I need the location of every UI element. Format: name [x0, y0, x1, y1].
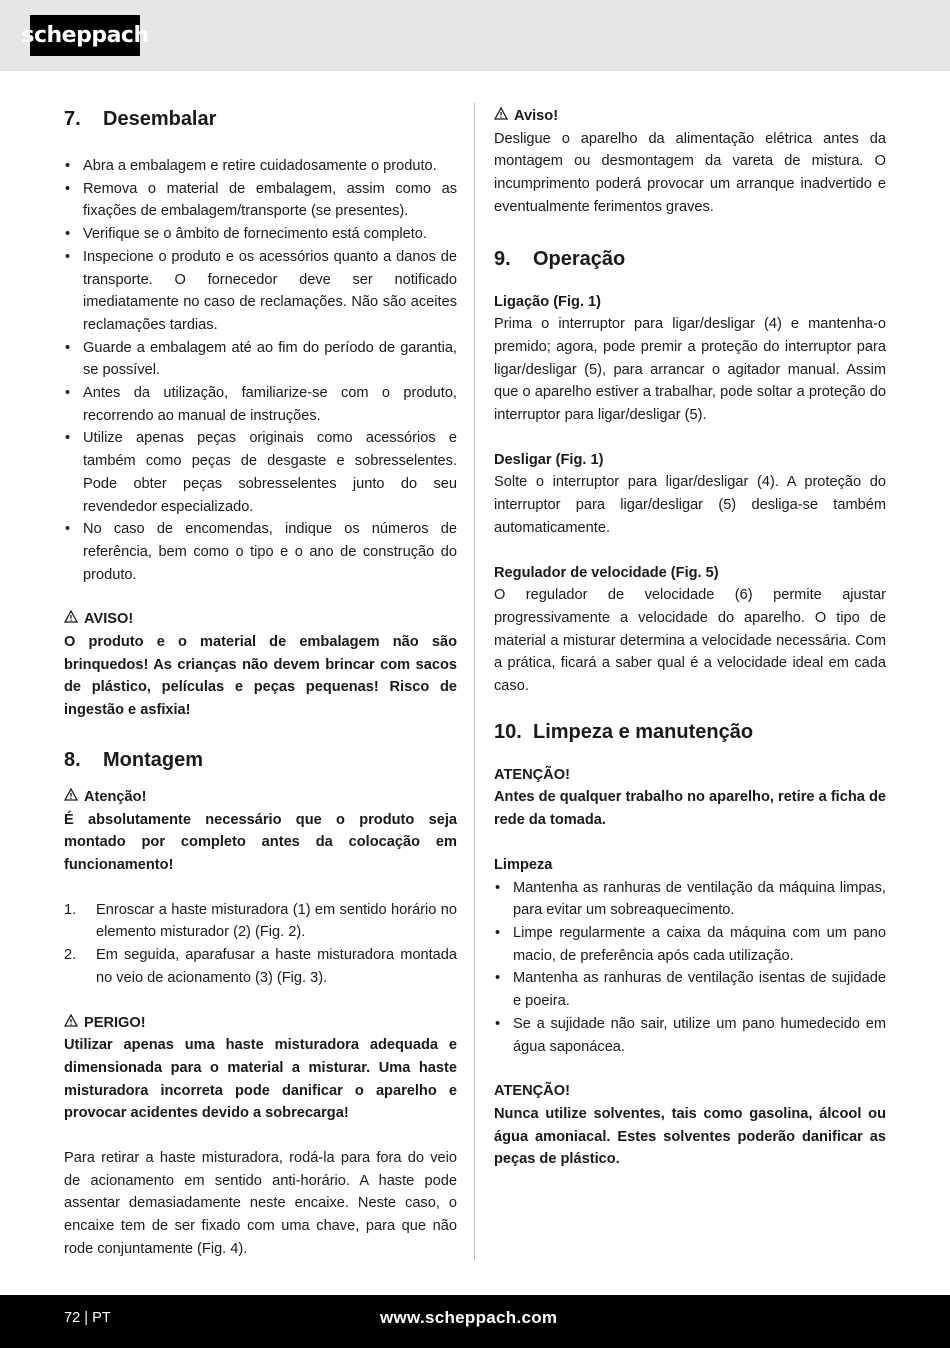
list-item: • Mantenha as ranhuras de ventilação isentas de sujidade e poeira.: [494, 967, 886, 1012]
list-item: • Guarde a embalagem até ao fim do período de garantia, se possível.: [64, 337, 457, 382]
speed-control-heading: Regulador de velocidade (Fig. 5): [494, 564, 719, 581]
list-item: • Antes da utilização, familiarize-se com o produto, recorrendo ao manual de instruções.: [64, 382, 457, 427]
list-item: • Mantenha as ranhuras de ventilação da máquina limpas, para evitar um sobreaquecimento.: [494, 877, 886, 922]
list-item: • No caso de encomendas, indique os números de referência, bem como o tipo e o ano de construção do produto.: [64, 518, 457, 586]
website-link[interactable]: www.scheppach.com: [380, 1308, 558, 1327]
attention-heading-2: ATENÇÃO!: [494, 1083, 570, 1100]
attention-heading: ATENÇÃO!: [494, 766, 570, 783]
warning-triangle-icon: [64, 608, 80, 631]
danger-warning: PERIGO! Utilizar apenas uma haste misturadora adequada e dimensionada para o material a misturar. Uma haste misturadora incorreta pode danificar o aparelho e provocar acidentes devido a sobrecarga!: [64, 1012, 457, 1126]
cleaning-heading: Limpeza: [494, 856, 553, 873]
page-number: 72 | PT: [64, 1310, 111, 1326]
footer-band: [0, 1295, 950, 1348]
assembly-steps: [64, 899, 457, 990]
speed-control-text: O regulador de velocidade (6) permite ajustar progressivamente a velocidade do aparelho. O tipo de material a misturar determina a velocidade necessária. Com a prática, ficará a saber qual é a velocidade ideal em cada caso.: [494, 587, 886, 695]
list-item: • Remova o material de embalagem, assim como as fixações de embalagem/transporte (se presentes).: [64, 178, 457, 223]
list-item: • Abra a embalagem e retire cuidadosamente o produto.: [64, 155, 457, 178]
warning-triangle-icon: [494, 105, 510, 128]
cleaning-list: [494, 877, 886, 1059]
switch-on-heading: Ligação (Fig. 1): [494, 293, 602, 310]
warning-triangle-icon: [64, 1012, 80, 1035]
caution-text: É absolutamente necessário que o produto seja montado por completo antes da colocação em funcionamento!: [64, 811, 457, 873]
section-7-heading: 7. Desembalar: [64, 108, 217, 130]
switch-off-heading: Desligar (Fig. 1): [494, 451, 604, 468]
right-column: [494, 105, 886, 1171]
switch-off-text: Solte o interruptor para ligar/desligar (4). A proteção do interruptor para ligar/desligar (5) desliga-se também automaticamente.: [494, 474, 886, 536]
section-10-heading: 10. Limpeza e manutenção: [494, 720, 754, 743]
header-band: [0, 0, 950, 71]
list-item: 2. Em seguida, aparafusar a haste misturadora montada no veio de acionamento (3) (Fig. 3).: [64, 947, 457, 986]
section-8-heading: 8. Montagem: [64, 748, 203, 771]
unpacking-list: [64, 155, 457, 586]
warning-triangle-icon: [64, 786, 80, 809]
packaging-warning: AVISO! O produto e o material de embalagem não são brinquedos! As crianças não devem brincar com sacos de plástico, películas e peças pequenas! Risco de ingestão e asfixia!: [64, 608, 457, 722]
attention-text-2: Nunca utilize solventes, tais como gasolina, álcool ou água amoniacal. Estes solventes poderão danificar as peças de plástico.: [494, 1105, 886, 1168]
scheppach-logo: scheppach: [30, 15, 140, 56]
left-column: [64, 105, 457, 1261]
list-item: • Inspecione o produto e os acessórios quanto a danos de transporte. O fornecedor deve ser notificado imediatamente no caso de reclamações. Não são aceites reclamações tardias.: [64, 246, 457, 337]
section-9-heading: 9. Operação: [494, 247, 626, 270]
danger-text: Utilizar apenas uma haste misturadora adequada e dimensionada para o material a misturar. Uma haste misturadora incorreta pode danificar o aparelho e provocar acidentes devido a sobrecarga!: [64, 1037, 457, 1122]
assembly-caution: Atenção! É absolutamente necessário que o produto seja montado por completo antes da colocação em funcionamento!: [64, 786, 457, 877]
assembly-notice: Aviso! Desligue o aparelho da alimentação elétrica antes da montagem ou desmontagem da vareta de mistura. O incumprimento poderá provocar um arranque inadvertido e eventualmente ferimentos graves.: [494, 105, 886, 219]
list-item: • Limpe regularmente a caixa da máquina com um pano macio, de preferência após cada utilização.: [494, 922, 886, 967]
notice-text: Desligue o aparelho da alimentação elétrica antes da montagem ou desmontagem da vareta de mistura. O incumprimento poderá provocar um arranque inadvertido e eventualmente ferimentos graves.: [494, 130, 886, 215]
list-item: • Se a sujidade não sair, utilize um pano humedecido em água saponácea.: [494, 1013, 886, 1058]
attention-text: Antes de qualquer trabalho no aparelho, retire a ficha de rede da tomada.: [494, 789, 886, 829]
list-item: 1. Enroscar a haste misturadora (1) em sentido horário no elemento misturador (2) (Fig. 2).: [64, 901, 457, 941]
warning-text: O produto e o material de embalagem não são brinquedos! As crianças não devem brincar com sacos de plástico, películas e peças pequenas! Risco de ingestão e asfixia!: [64, 634, 457, 719]
column-divider: [474, 103, 475, 1260]
switch-on-text: Prima o interruptor para ligar/desligar (4) e mantenha-o premido; agora, pode premir a proteção do interruptor para ligar/desligar (5), para arrancar o agitador manual. Assim que o aparelho estiver a trabalhar, pode soltar a proteção do interruptor para ligar/desligar (5).: [494, 316, 886, 424]
list-item: • Verifique se o âmbito de fornecimento está completo.: [64, 223, 457, 246]
list-item: • Utilize apenas peças originais como acessórios e também como peças de desgaste e sobresselentes. Pode obter peças sobresselentes junto do seu revendedor especializado.: [64, 427, 457, 518]
removal-instructions: Para retirar a haste misturadora, rodá-la para fora do veio de acionamento em sentido anti-horário. A haste pode assentar demasiadamente neste encaixe. Neste caso, o encaixe tem de ser fixado com uma chave, para que não rode conjuntamente (Fig. 4).: [64, 1150, 457, 1257]
